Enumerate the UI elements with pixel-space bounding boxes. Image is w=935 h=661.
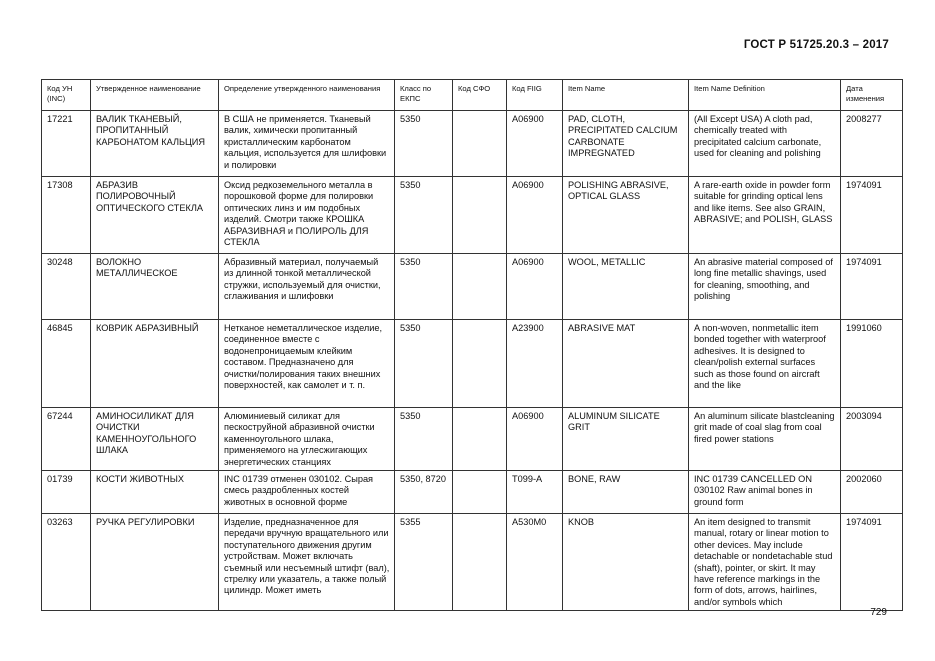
col-header-item-def: Item Name Definition xyxy=(689,80,841,111)
col-header-name-ru: Утвержденное наименование xyxy=(91,80,219,111)
cell-sfo xyxy=(453,254,507,320)
cell-inc: 46845 xyxy=(42,320,91,408)
cell-item-name: ABRASIVE MAT xyxy=(563,320,689,408)
table-row xyxy=(42,408,903,471)
table-row xyxy=(42,514,903,611)
cell-item-def: An item designed to transmit manual, rotary or linear motion to other devices. May include detachable or nondetachable stud (shaft), pointer, or skirt. It may have reference markings in the form of dots, arrows, hairlines, and/or symbols which xyxy=(689,514,841,611)
cell-date: 2008277 xyxy=(841,111,903,177)
cell-sfo xyxy=(453,514,507,611)
col-header-def-ru: Определение утвержденного наименования xyxy=(219,80,395,111)
table-row xyxy=(42,111,903,177)
cell-fiig: A06900 xyxy=(507,254,563,320)
cell-class: 5350 xyxy=(395,320,453,408)
cell-item-def: INC 01739 CANCELLED ON 030102 Raw animal bones in ground form xyxy=(689,471,841,514)
col-header-class: Класс по ЕКПС xyxy=(395,80,453,111)
cell-date: 2002060 xyxy=(841,471,903,514)
cell-inc: 30248 xyxy=(42,254,91,320)
cell-item-name: WOOL, METALLIC xyxy=(563,254,689,320)
cell-class: 5350 xyxy=(395,408,453,471)
cell-name-ru: ВОЛОКНО МЕТАЛЛИЧЕСКОЕ xyxy=(91,254,219,320)
cell-item-def: An abrasive material composed of long fine metallic shavings, used for cleaning, smoothing, and polishing xyxy=(689,254,841,320)
cell-inc: 01739 xyxy=(42,471,91,514)
cell-fiig: T099-A xyxy=(507,471,563,514)
cell-sfo xyxy=(453,177,507,254)
cell-date: 2003094 xyxy=(841,408,903,471)
cell-sfo xyxy=(453,320,507,408)
cell-def-ru: Нетканое неметаллическое изделие, соединенное вместе с водонепроницаемым клейким составом. Предназначено для очистки/полирования таких внешних поверхностей, как самолет и т. п. xyxy=(219,320,395,408)
cell-item-def: A rare-earth oxide in powder form suitable for grinding optical lens and like items. See also GRAIN, ABRASIVE; and POLISH, GLASS xyxy=(689,177,841,254)
cell-inc: 17308 xyxy=(42,177,91,254)
table-header-row xyxy=(42,80,903,111)
cell-fiig: A06900 xyxy=(507,177,563,254)
document-header: ГОСТ Р 51725.20.3 – 2017 xyxy=(743,39,889,51)
col-header-sfo: Код СФО xyxy=(453,80,507,111)
cell-name-ru: РУЧКА РЕГУЛИРОВКИ xyxy=(91,514,219,611)
cell-class: 5355 xyxy=(395,514,453,611)
cell-name-ru: АМИНОСИЛИКАТ ДЛЯ ОЧИСТКИ КАМЕННОУГОЛЬНОГО ШЛАКА xyxy=(91,408,219,471)
cell-item-name: ALUMINUM SILICATE GRIT xyxy=(563,408,689,471)
table-row xyxy=(42,471,903,514)
cell-date: 1974091 xyxy=(841,514,903,611)
cell-fiig: A23900 xyxy=(507,320,563,408)
cell-item-def: (All Except USA) A cloth pad, chemically treated with precipitated calcium carbonate, used for cleaning and polishing xyxy=(689,111,841,177)
cell-name-ru: АБРАЗИВ ПОЛИРОВОЧНЫЙ ОПТИЧЕСКОГО СТЕКЛА xyxy=(91,177,219,254)
cell-inc: 03263 xyxy=(42,514,91,611)
cell-item-def: A non-woven, nonmetallic item bonded together with waterproof adhesives. It is designed to clean/polish external surfaces such as those found on aircraft and the like xyxy=(689,320,841,408)
cell-sfo xyxy=(453,408,507,471)
cell-item-name: KNOB xyxy=(563,514,689,611)
page-number: 729 xyxy=(870,607,887,618)
cell-date: 1974091 xyxy=(841,254,903,320)
cell-fiig: A06900 xyxy=(507,111,563,177)
cell-def-ru: Оксид редкоземельного металла в порошковой форме для полировки оптических линз и им подобных изделий. Смотри также КРОШКА АБРАЗИВНАЯ и ПОЛИРОЛЬ ДЛЯ СТЕКЛА xyxy=(219,177,395,254)
catalog-table xyxy=(41,79,903,611)
col-header-date: Дата изменения xyxy=(841,80,903,111)
cell-inc: 67244 xyxy=(42,408,91,471)
cell-def-ru: Абразивный материал, получаемый из длинной тонкой металлической стружки, используемый для очистки, сглаживания и шлифовки xyxy=(219,254,395,320)
cell-def-ru: В США не применяется. Тканевый валик, химически пропитанный кристаллическим карбонатом кальция, используется для шлифовки и полировки xyxy=(219,111,395,177)
cell-fiig: A06900 xyxy=(507,408,563,471)
cell-class: 5350, 8720 xyxy=(395,471,453,514)
col-header-inc: Код УН (INC) xyxy=(42,80,91,111)
cell-inc: 17221 xyxy=(42,111,91,177)
table-row xyxy=(42,177,903,254)
table-row xyxy=(42,320,903,408)
col-header-fiig: Код FIIG xyxy=(507,80,563,111)
cell-class: 5350 xyxy=(395,111,453,177)
cell-def-ru: INC 01739 отменен 030102. Сырая смесь раздробленных костей животных в основной форме xyxy=(219,471,395,514)
cell-name-ru: КОВРИК АБРАЗИВНЫЙ xyxy=(91,320,219,408)
cell-date: 1991060 xyxy=(841,320,903,408)
cell-def-ru: Изделие, предназначенное для передачи вручную вращательного или поступательного движения другим устройствам. Может включать съемный или несъемный штифт (вал), стрелку или указатель, а также полый цилиндр. Может иметь xyxy=(219,514,395,611)
table-row xyxy=(42,254,903,320)
cell-fiig: A530M0 xyxy=(507,514,563,611)
cell-sfo xyxy=(453,471,507,514)
cell-date: 1974091 xyxy=(841,177,903,254)
cell-item-name: POLISHING ABRASIVE, OPTICAL GLASS xyxy=(563,177,689,254)
cell-item-name: BONE, RAW xyxy=(563,471,689,514)
cell-item-def: An aluminum silicate blastcleaning grit made of coal slag from coal fired power stations xyxy=(689,408,841,471)
cell-name-ru: ВАЛИК ТКАНЕВЫЙ, ПРОПИТАННЫЙ КАРБОНАТОМ КАЛЬЦИЯ xyxy=(91,111,219,177)
cell-item-name: PAD, CLOTH, PRECIPITATED CALCIUM CARBONATE IMPREGNATED xyxy=(563,111,689,177)
cell-class: 5350 xyxy=(395,254,453,320)
cell-class: 5350 xyxy=(395,177,453,254)
cell-sfo xyxy=(453,111,507,177)
cell-def-ru: Алюминиевый силикат для пескоструйной абразивной очистки каменноугольного шлака, применяемого на углесжигающих энергетических станциях xyxy=(219,408,395,471)
cell-name-ru: КОСТИ ЖИВОТНЫХ xyxy=(91,471,219,514)
col-header-item-name: Item Name xyxy=(563,80,689,111)
